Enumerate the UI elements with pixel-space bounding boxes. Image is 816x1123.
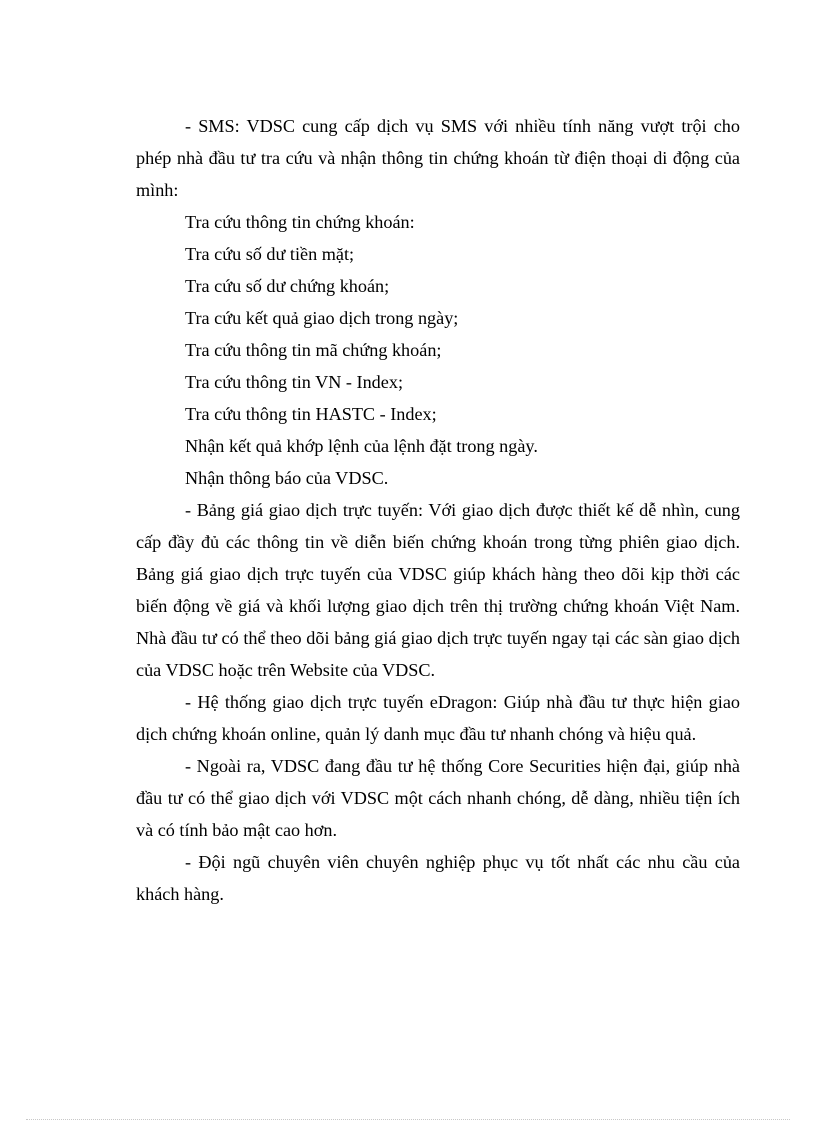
list-item: Tra cứu thông tin mã chứng khoán; [185, 340, 442, 360]
document-page [136, 110, 740, 910]
page-bottom-divider [26, 1119, 790, 1120]
list-item: Nhận thông báo của VDSC. [185, 468, 389, 488]
core-securities-paragraph: - Ngoài ra, VDSC đang đầu tư hệ thống Core Securities hiện đại, giúp nhà đầu tư có thể giao dịch với VDSC một cách nhanh chóng, dễ dàng, nhiều tiện ích và có tính bảo mật cao hơn. [136, 756, 740, 840]
list-item: Tra cứu thông tin VN - Index; [185, 372, 403, 392]
list-item: Tra cứu thông tin HASTC - Index; [185, 404, 437, 424]
list-item: Tra cứu thông tin chứng khoán: [185, 212, 415, 232]
list-item: Nhận kết quả khớp lệnh của lệnh đặt trong ngày. [185, 436, 538, 456]
list-item: Tra cứu kết quả giao dịch trong ngày; [185, 308, 459, 328]
price-board-paragraph: - Bảng giá giao dịch trực tuyến: Với giao dịch được thiết kế dễ nhìn, cung cấp đầy đủ các thông tin về diễn biến chứng khoán trong từng phiên giao dịch. Bảng giá giao dịch trực tuyến của VDSC giúp khách hàng theo dõi kịp thời các biến động về giá và khối lượng giao dịch trên thị trường chứng khoán Việt Nam. Nhà đầu tư có thể theo dõi bảng giá giao dịch trực tuyến ngay tại các sàn giao dịch của VDSC hoặc trên Website của VDSC. [136, 500, 740, 680]
sms-feature-list [136, 206, 740, 494]
list-item: Tra cứu số dư tiền mặt; [185, 244, 355, 264]
sms-intro-paragraph: - SMS: VDSC cung cấp dịch vụ SMS với nhiều tính năng vượt trội cho phép nhà đầu tư tra cứu và nhận thông tin chứng khoán từ điện thoại di động của mình: [136, 116, 740, 200]
staff-paragraph: - Đội ngũ chuyên viên chuyên nghiệp phục vụ tốt nhất các nhu cầu của khách hàng. [136, 852, 740, 904]
list-item: Tra cứu số dư chứng khoán; [185, 276, 390, 296]
edragon-paragraph: - Hệ thống giao dịch trực tuyến eDragon: Giúp nhà đầu tư thực hiện giao dịch chứng khoán online, quản lý danh mục đầu tư nhanh chóng và hiệu quả. [136, 692, 740, 744]
